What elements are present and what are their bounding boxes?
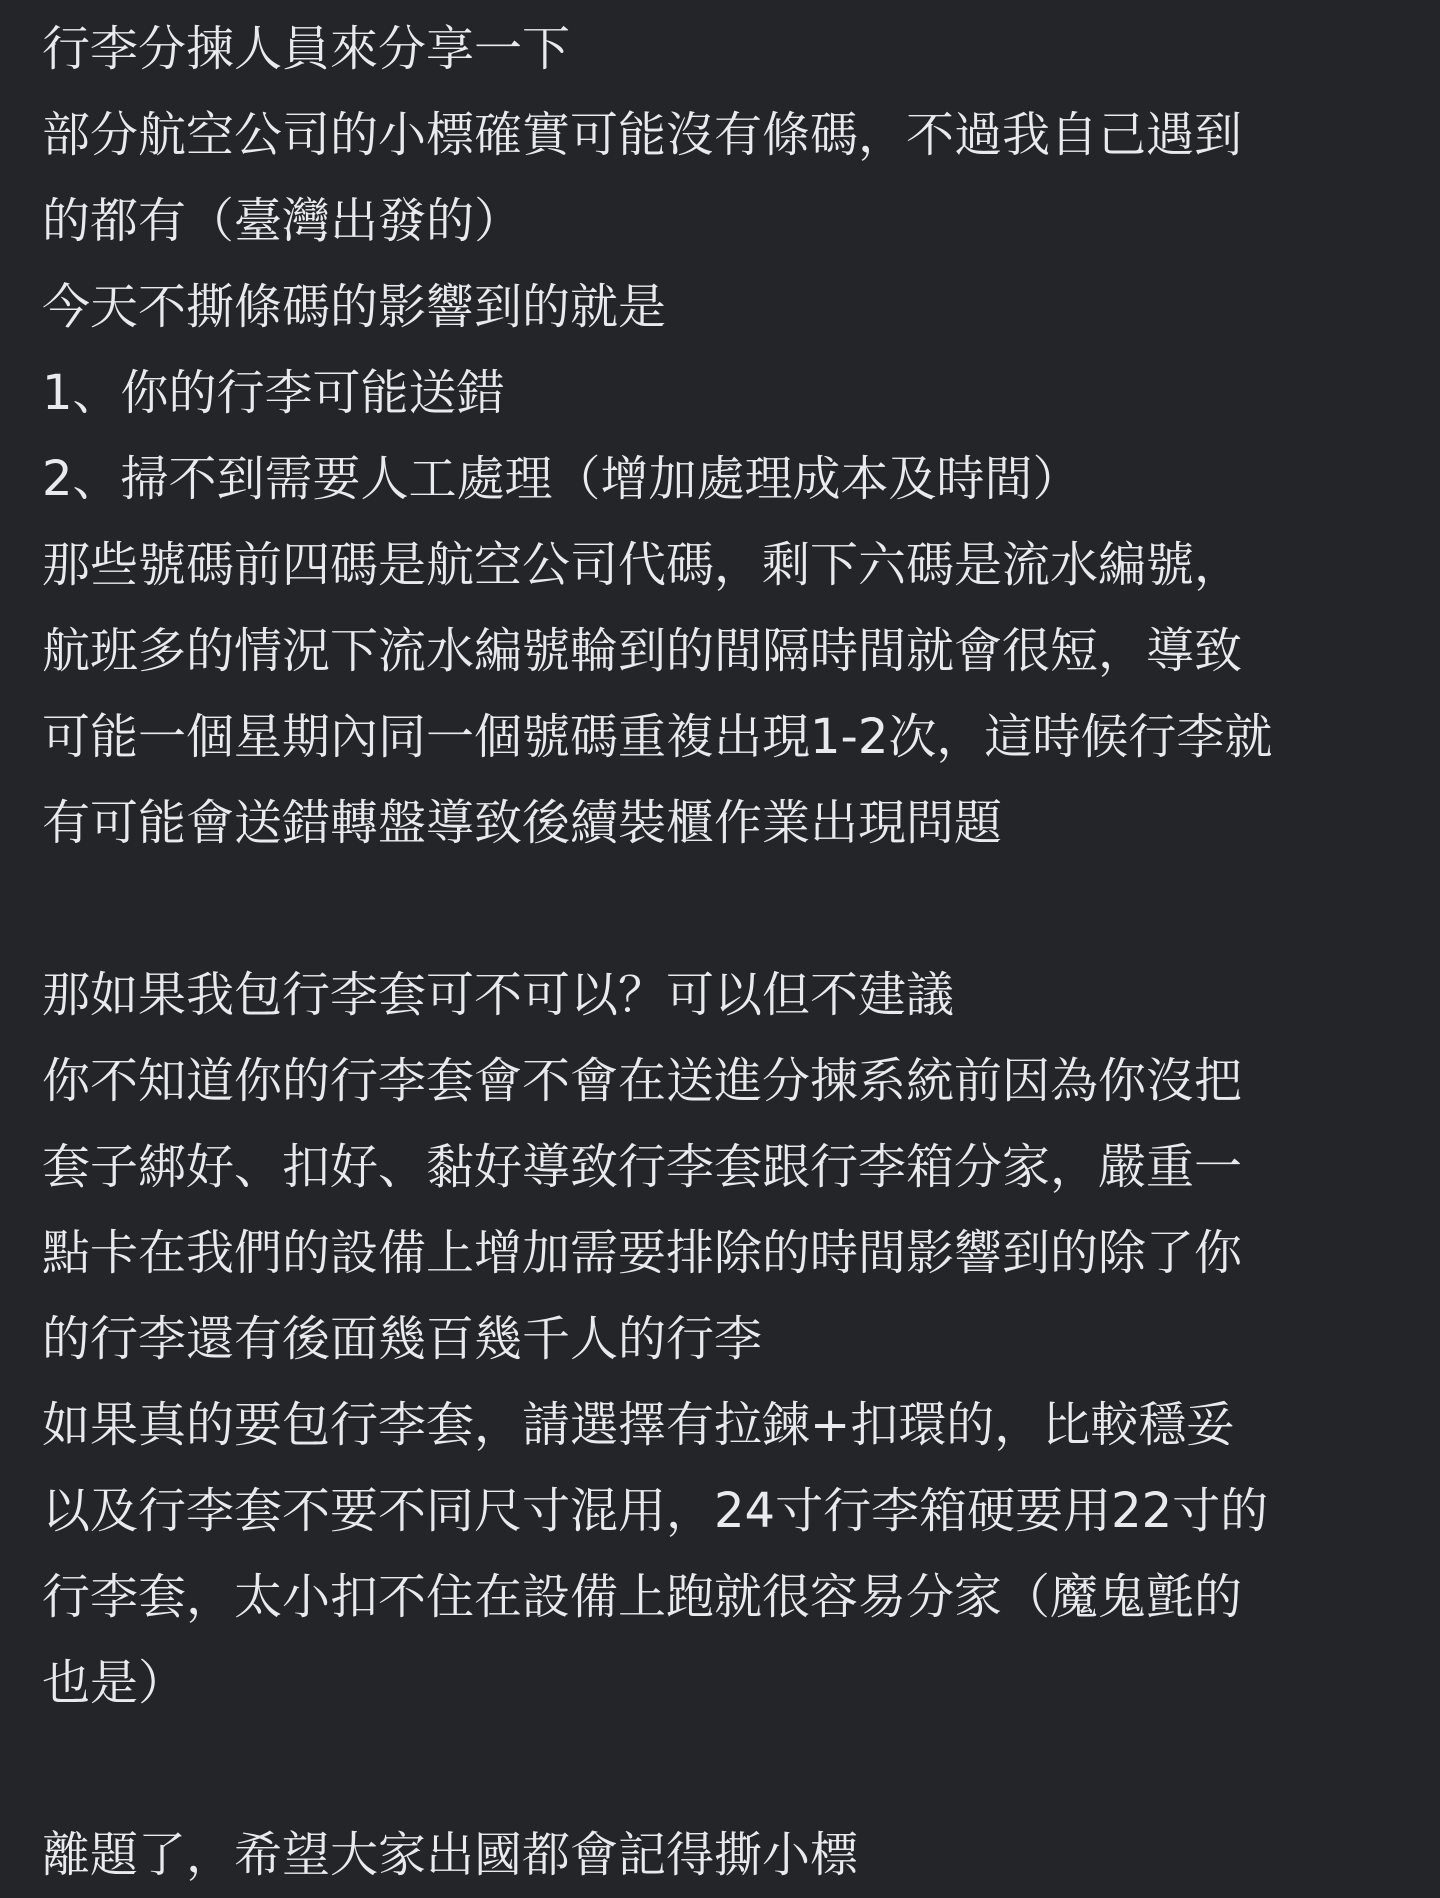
post-line: 的都有（臺灣出發的） <box>42 193 523 249</box>
post-line: 行李分揀人員來分享一下 <box>42 21 571 77</box>
post-line: 離題了，希望大家出國都會記得撕小標 <box>42 1827 859 1883</box>
post-line: 那如果我包行李套可不可以？可以但不建議 <box>42 967 955 1023</box>
post-line: 有可能會送錯轉盤導致後續裝櫃作業出現問題 <box>42 795 1003 851</box>
post-line: 點卡在我們的設備上增加需要排除的時間影響到的除了你 <box>42 1225 1243 1281</box>
post-line: 也是） <box>42 1655 187 1711</box>
post-line: 如果真的要包行李套，請選擇有拉鍊+扣環的，比較穩妥 <box>42 1397 1235 1453</box>
post-line: 套子綁好、扣好、黏好導致行李套跟行李箱分家，嚴重一 <box>42 1139 1243 1195</box>
post-line: 今天不撕條碼的影響到的就是 <box>42 279 667 335</box>
post-line: 的行李還有後面幾百幾千人的行李 <box>42 1311 763 1367</box>
post-line: 以及行李套不要不同尺寸混用，24寸行李箱硬要用22寸的 <box>42 1483 1269 1539</box>
post-body-text <box>42 6 1422 1898</box>
post-line: 1、你的行李可能送錯 <box>42 365 505 421</box>
post-line: 你不知道你的行李套會不會在送進分揀系統前因為你沒把 <box>42 1053 1243 1109</box>
blank-line <box>42 1726 1422 1812</box>
post-line: 部分航空公司的小標確實可能沒有條碼，不過我自己遇到 <box>42 107 1243 163</box>
post-line: 那些號碼前四碼是航空公司代碼，剩下六碼是流水編號， <box>42 537 1243 593</box>
post-line: 航班多的情況下流水編號輪到的間隔時間就會很短，導致 <box>42 623 1243 679</box>
blank-line <box>42 866 1422 952</box>
post-line: 可能一個星期內同一個號碼重複出現1-2次，這時候行李就 <box>42 709 1273 765</box>
post-line: 行李套，太小扣不住在設備上跑就很容易分家（魔鬼氈的 <box>42 1569 1243 1625</box>
post-line: 2、掃不到需要人工處理（增加處理成本及時間） <box>42 451 1081 507</box>
